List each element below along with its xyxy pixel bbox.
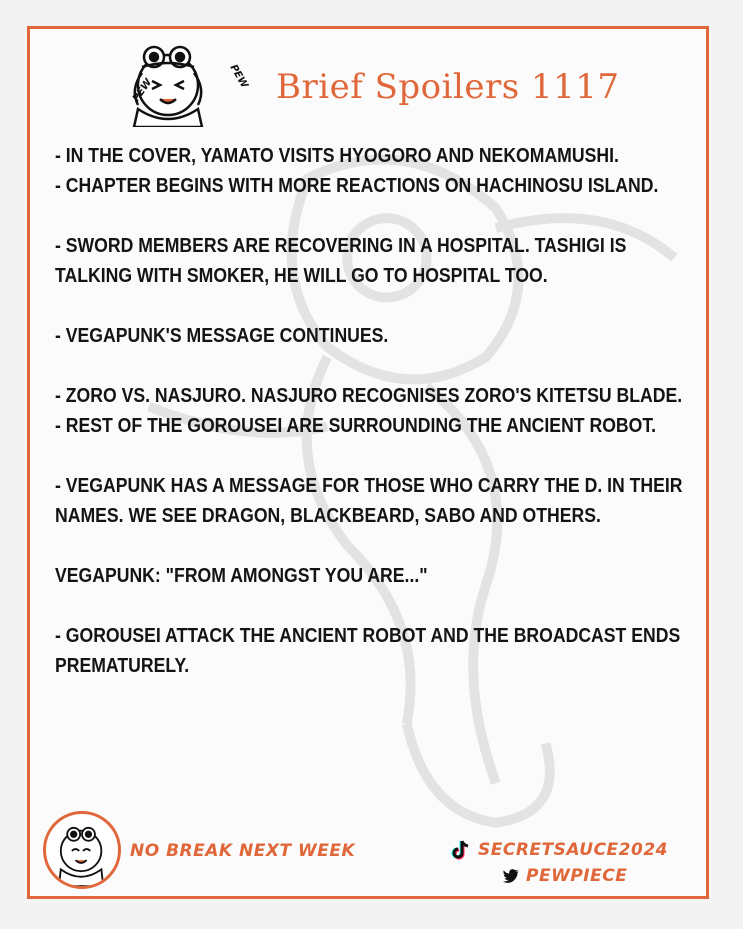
pew-label-right: PEW	[227, 62, 250, 91]
spoiler-line: - IN THE COVER, YAMATO VISITS HYOGORO AND NEKOMAMUSHI.	[55, 144, 619, 167]
spoiler-list	[55, 141, 696, 681]
spoiler-line: - REST OF THE GOROUSEI ARE SURROUNDING THE ANCIENT ROBOT.	[55, 414, 657, 437]
spoiler-line: - VEGAPUNK'S MESSAGE CONTINUES.	[55, 324, 389, 347]
page-title: Brief Spoilers 1117	[276, 67, 620, 107]
pew-label-left: PEW	[130, 77, 155, 104]
tiktok-icon	[450, 839, 472, 861]
tiktok-handle: SECRETSAUCE2024	[478, 840, 668, 860]
spoiler-line: NAMES. WE SEE DRAGON, BLACKBEARD, SABO AND OTHERS.	[55, 504, 601, 527]
spoiler-line: - SWORD MEMBERS ARE RECOVERING IN A HOSPITAL. TASHIGI IS	[55, 234, 627, 257]
spoiler-line: PREMATURELY.	[55, 654, 190, 677]
spoiler-line: VEGAPUNK: "FROM AMONGST YOU ARE..."	[55, 564, 428, 587]
header	[90, 39, 690, 129]
spoiler-line: - CHAPTER BEGINS WITH MORE REACTIONS ON HACHINOSU ISLAND.	[55, 174, 659, 197]
spoiler-line: - GOROUSEI ATTACK THE ANCIENT ROBOT AND THE BROADCAST ENDS	[55, 624, 681, 647]
twitter-handle: PEWPIECE	[526, 866, 628, 886]
spoiler-line: - ZORO VS. NASJURO. NASJURO RECOGNISES ZORO'S KITETSU BLADE.	[55, 384, 683, 407]
twitter-link[interactable]	[450, 863, 700, 889]
spoiler-card	[27, 26, 709, 899]
spoiler-line: TALKING WITH SMOKER, HE WILL GO TO HOSPITAL TOO.	[55, 264, 548, 287]
twitter-icon	[502, 867, 520, 885]
mascot-illustration	[90, 39, 240, 127]
tiktok-link[interactable]	[450, 837, 700, 863]
avatar	[43, 811, 121, 889]
social-handles	[450, 837, 700, 889]
schedule-note: NO BREAK NEXT WEEK	[130, 841, 356, 861]
spoiler-line: - VEGAPUNK HAS A MESSAGE FOR THOSE WHO CARRY THE D. IN THEIR	[55, 474, 683, 497]
